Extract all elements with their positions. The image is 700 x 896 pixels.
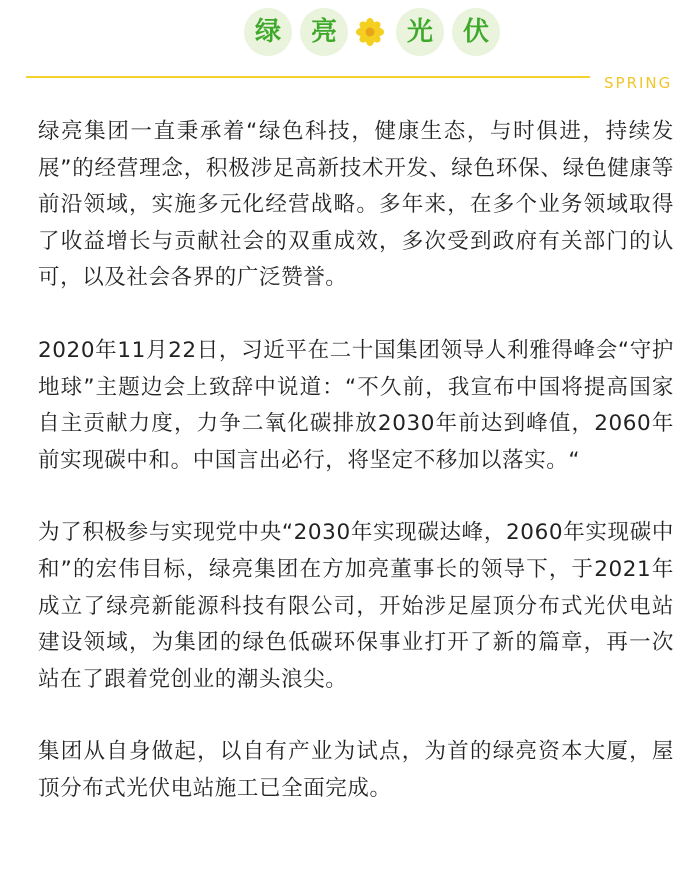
title-badge-3: 光 [396, 8, 444, 56]
paragraph-4: 集团从自身做起，以自有产业为试点，为首的绿亮资本大厦，屋顶分布式光伏电站施工已全面完成。 [38, 739, 674, 801]
title-badge-1: 绿 [244, 8, 292, 56]
title-badge-4: 伏 [452, 8, 500, 56]
title-badge-2: 亮 [300, 8, 348, 56]
section-header [0, 8, 700, 58]
paragraph-3: 为了积极参与实现党中央“2030年实现碳达峰，2060年实现碳中和”的宏伟目标，绿亮集团在方加亮董事长的领导下，于2021年成立了绿亮新能源科技有限公司，开始涉足屋顶分布式光伏电站建设领域，为集团的绿色低碳环保事业打开了新的篇章，再一次站在了跟着党创业的潮头浪尖。 [38, 520, 674, 692]
paragraph-2: 2020年11月22日，习近平在二十国集团领导人利雅得峰会“守护地球”主题边会上致辞中说道：“不久前，我宣布中国将提高国家自主贡献力度，力争二氧化碳排放2030年前达到峰值，2060年前实现碳中和。中国言出必行，将坚定不移加以落实。“ [38, 337, 674, 473]
flower-icon [356, 18, 384, 46]
divider-line [26, 76, 590, 78]
header-divider [0, 70, 700, 100]
spring-tag: SPRING [604, 74, 673, 92]
article-body [38, 114, 674, 844]
paragraph-1: 绿亮集团一直秉承着“绿色科技，健康生态，与时俱进，持续发展”的经营理念，积极涉足高新技术开发、绿色环保、绿色健康等前沿领域，实施多元化经营战略。多年来，在多个业务领域取得了收益增长与贡献社会的双重成效，多次受到政府有关部门的认可，以及社会各界的广泛赞誉。 [38, 119, 674, 291]
